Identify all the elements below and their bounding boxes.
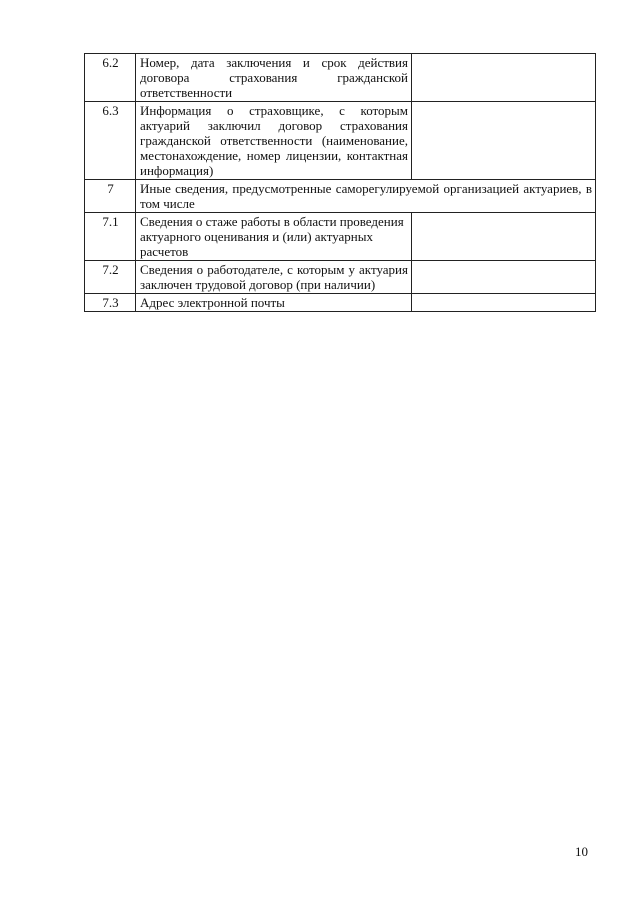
row-number: 7.1 [85, 213, 136, 261]
table-row-6-3 [85, 102, 596, 180]
row-value [412, 102, 596, 180]
info-table [84, 53, 596, 312]
row-value [412, 261, 596, 294]
table-row-6-2 [85, 54, 596, 102]
row-number: 6.3 [85, 102, 136, 180]
row-number: 7.2 [85, 261, 136, 294]
table-row-7 [85, 180, 596, 213]
row-number: 7 [85, 180, 136, 213]
row-description: Сведения о стаже работы в области проведения актуарного оценивания и (или) актуарных расчетов [136, 213, 412, 261]
row-description: Информация о страховщике, с которым актуарий заключил договор страхования гражданской ответственности (наименование, местонахождение, номер лицензии, контактная информация) [136, 102, 412, 180]
row-description: Номер, дата заключения и срок действия договора страхования гражданской ответственности [136, 54, 412, 102]
table-row-7-2 [85, 261, 596, 294]
row-value [412, 294, 596, 312]
table-row-7-3 [85, 294, 596, 312]
page-number: 10 [575, 844, 588, 859]
row-description: Сведения о работодателе, с которым у актуария заключен трудовой договор (при наличии) [136, 261, 412, 294]
row-description: Адрес электронной почты [136, 294, 412, 312]
row-description: Иные сведения, предусмотренные саморегулируемой организацией актуариев, в том числе [136, 180, 596, 213]
row-value [412, 213, 596, 261]
row-number: 7.3 [85, 294, 136, 312]
row-value [412, 54, 596, 102]
row-number: 6.2 [85, 54, 136, 102]
table-row-7-1 [85, 213, 596, 261]
